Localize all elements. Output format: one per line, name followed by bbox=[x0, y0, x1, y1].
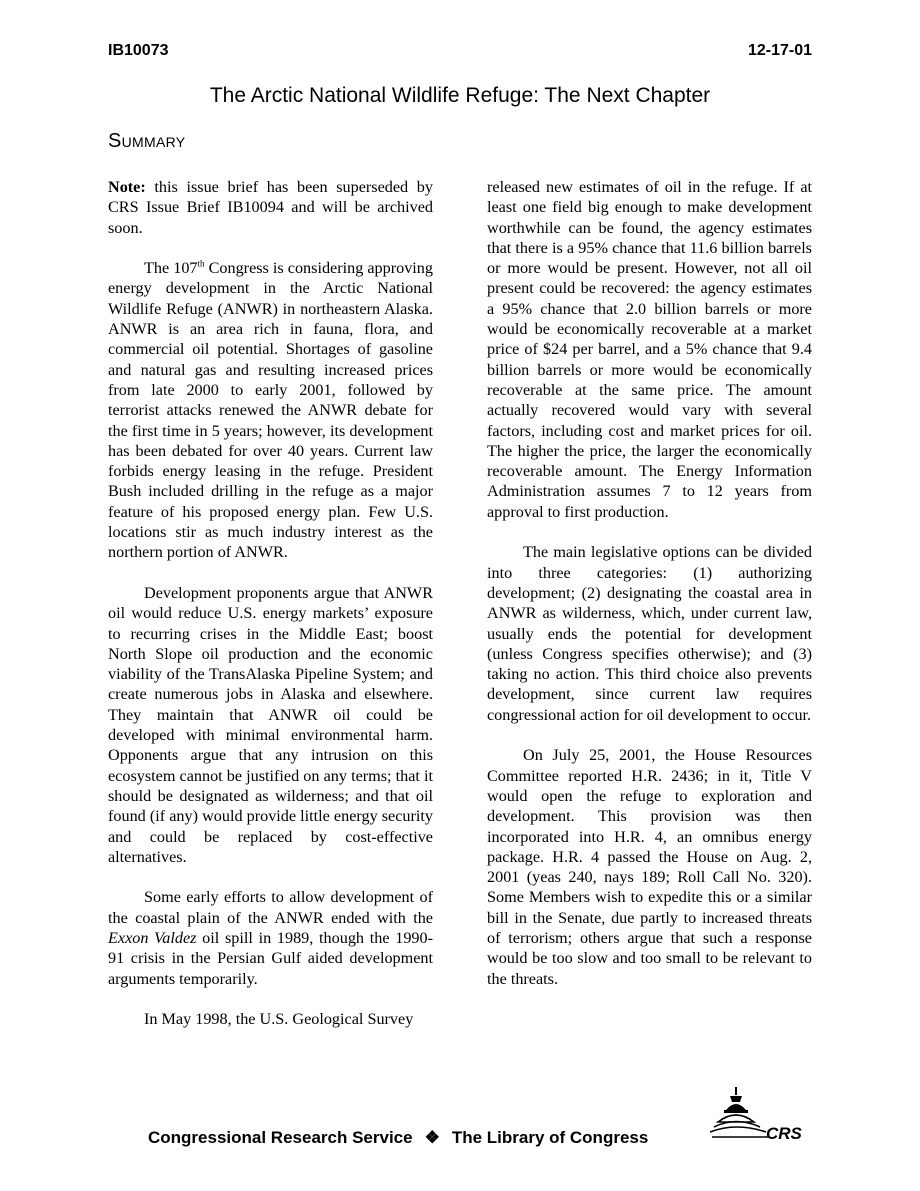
paragraph bbox=[108, 887, 433, 988]
paragraph: The main legislative options can be divided into three categories: (1) authorizing development; (2) designating the coastal area in ANWR as wilderness, which, under current law, usually ends the potential for development (unless Congress specifies otherwise); and (3) taking no action. This third choice also prevents development, since current law requires congressional action for oil development to occur. bbox=[487, 543, 812, 724]
footer bbox=[148, 1128, 648, 1148]
text-column-right bbox=[487, 177, 812, 989]
footer-left: Congressional Research Service bbox=[148, 1128, 413, 1147]
italic-text: Exxon Valdez bbox=[108, 928, 197, 947]
paragraph-text: The 107 bbox=[144, 259, 198, 278]
logo-text: CRS bbox=[766, 1124, 802, 1143]
paragraph: released new estimates of oil in the refuge. If at least one field big enough to make development worthwhile can be found, the agency estimates that there is a 95% chance that 11.6 billion barrels or more would be present. However, not all oil present could be recovered: the agency estimates a 95% chance that 2.0 billion barrels or more would be economically recoverable at a market price of $24 per barrel, and a 5% chance that 9.4 billion barrels or more would be economically recoverable at the same price. The amount actually recovered would vary with several factors, including cost and market prices for oil. The higher the price, the larger the economically recoverable amount. The Energy Information Administration assumes 7 to 12 years from approval to first production. bbox=[487, 178, 812, 521]
separator-icon: ❖ bbox=[424, 1128, 440, 1147]
paragraph: On July 25, 2001, the House Resources Committee reported H.R. 2436; in it, Title V would open the refuge to exploration and development. This provision was then incorporated into H.R. 4, an omnibus energy package. H.R. 4 passed the House on Aug. 2, 2001 (yeas 240, nays 189; Roll Call No. 320). Some Members wish to expedite this or a similar bill in the Senate, due partly to increased threats of terrorism; others argue that such a response would be too slow and too small to be relevant to the threats. bbox=[487, 746, 812, 988]
note-text: this issue brief has been superseded by CRS Issue Brief IB10094 and will be archived soon. bbox=[108, 178, 433, 237]
paragraph bbox=[108, 258, 433, 562]
capitol-dome-icon bbox=[710, 1087, 768, 1137]
paragraph: Development proponents argue that ANWR oil would reduce U.S. energy markets’ exposure to recurring crises in the Middle East; boost North Slope oil production and the economic viability of the TransAlaska Pipeline System; and create numerous jobs in Alaska and elsewhere. They maintain that ANWR oil could be developed with minimal environmental harm. Opponents argue that any intrusion on this ecosystem cannot be justified on any terms; that it should be designated as wilderness; and that oil found (if any) would provide little energy security and could be replaced by cost-effective alternatives. bbox=[108, 583, 433, 866]
text-column-left bbox=[108, 177, 433, 1029]
doc-id: IB10073 bbox=[108, 42, 169, 59]
superscript: th bbox=[197, 258, 205, 269]
section-heading: Summary bbox=[108, 130, 186, 152]
footer-right: The Library of Congress bbox=[451, 1128, 649, 1147]
page-title: The Arctic National Wildlife Refuge: The Next Chapter bbox=[209, 84, 711, 107]
doc-date: 12-17-01 bbox=[747, 42, 812, 59]
paragraph-text: Some early efforts to allow development of the coastal plain of the ANWR ended with the bbox=[108, 888, 433, 927]
note-paragraph bbox=[108, 177, 433, 238]
paragraph-text: Congress is considering approving energy development in the Arctic National Wildlife Refuge (ANWR) in northeastern Alaska. ANWR is an area rich in fauna, flora, and commercial oil potential. Shortages of gasoline and natural gas and resulting increased prices from late 2000 to early 2001, followed by terrorist attacks renewed the ANWR debate for the first time in 5 years; however, its development has been debated for over 40 years. Current law forbids energy leasing in the refuge. President Bush included drilling in the refuge as a major feature of his proposed energy plan. Few U.S. locations stir as much industry interest as the northern portion of ANWR. bbox=[108, 259, 433, 562]
crs-logo bbox=[710, 1082, 810, 1147]
paragraph-text: oil spill in 1989, though the 1990-91 crisis in the Persian Gulf aided development arguments temporarily. bbox=[108, 928, 433, 988]
note-label: Note: bbox=[108, 178, 146, 196]
paragraph: In May 1998, the U.S. Geological Survey bbox=[144, 1010, 414, 1029]
